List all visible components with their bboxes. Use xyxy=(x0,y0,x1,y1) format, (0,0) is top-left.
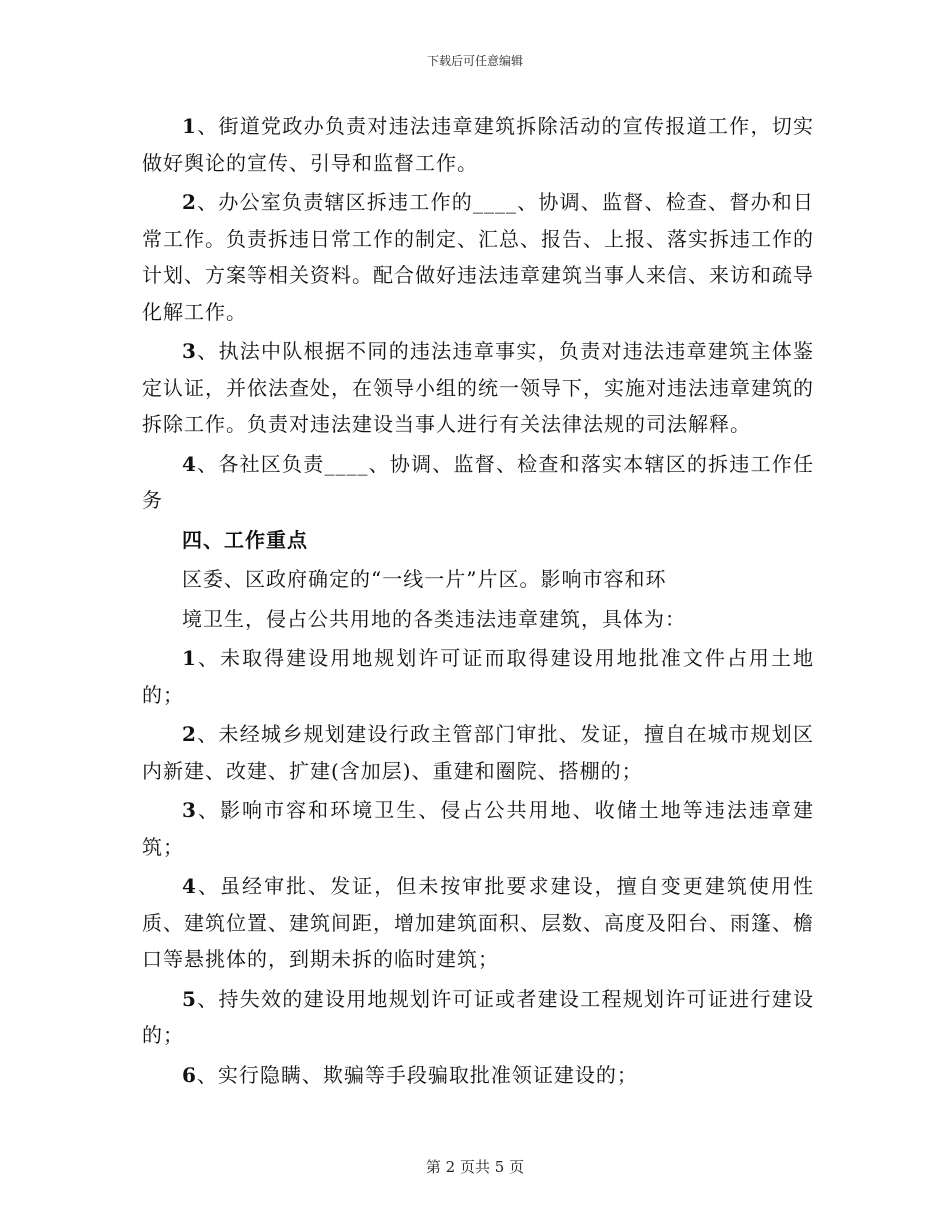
paragraph-text: 、影响市容和环境卫生、侵占公共用地、收储土地等违法违章建筑； xyxy=(142,798,814,859)
paragraph-text: 、实行隐瞒、欺骗等手段骗取批准领证建设的； xyxy=(196,1062,638,1087)
page-header: 下载后可任意编辑 xyxy=(426,54,523,68)
item-number: 5 xyxy=(182,986,197,1011)
paragraph-intro: 区委、区政府确定的“一线一片”片区。影响市容和环 xyxy=(182,567,667,591)
page-footer: 第 2 页共 5 页 xyxy=(425,1158,525,1176)
paragraph-text: 、未经城乡规划建设行政主管部门审批、发证，擅自在城市规划区内新建、改建、扩建(含加层)、重建和圈院、搭棚的； xyxy=(142,722,814,783)
item-number: 3 xyxy=(182,798,197,822)
paragraph-intro-cont: 境卫生，侵占公共用地的各类违法违章建筑，具体为： xyxy=(182,606,686,631)
paragraph-text: 、执法中队根据不同的违法违章事实，负责对违法违章建筑主体鉴定认证，并依法查处，在领导小组的统一领导下，实施对违法违章建筑的拆除工作。负责对违法建设当事人进行有关法律法规的司法解释。 xyxy=(142,339,814,436)
paragraph-text: 、街道党政办负责对违法违章建筑拆除活动的宣传报道工作，切实做好舆论的宣传、引导和监督工作。 xyxy=(142,114,814,175)
paragraph-item-2 xyxy=(142,716,814,789)
document-body xyxy=(142,108,814,1096)
item-number: 4 xyxy=(182,451,197,476)
paragraph-duty-3 xyxy=(142,333,814,443)
item-number: 3 xyxy=(182,339,197,363)
paragraph-duty-4 xyxy=(142,446,814,519)
paragraph-item-6 xyxy=(142,1057,814,1094)
item-number: 4 xyxy=(182,874,197,898)
paragraph-text: 、虽经审批、发证，但未按审批要求建设，擅自变更建筑使用性质、建筑位置、建筑间距，增加建筑面积、层数、高度及阳台、雨篷、檐口等悬挑体的，到期未拆的临时建筑； xyxy=(142,874,814,971)
paragraph-duty-1 xyxy=(142,108,814,181)
item-number: 2 xyxy=(182,722,197,746)
item-number: 6 xyxy=(182,1062,197,1087)
item-number: 2 xyxy=(182,190,197,214)
paragraph-text: 、持失效的建设用地规划许可证或者建设工程规划许可证进行建设的； xyxy=(142,986,814,1047)
paragraph-text: 、办公室负责辖区拆违工作的____、协调、监督、检查、督办和日常工作。负责拆违日常工作的制定、汇总、报告、上报、落实拆违工作的计划、方案等相关资料。配合做好违法违章建筑当事人来信、来访和疏导化解工作。 xyxy=(142,190,814,324)
paragraph-text: 、未取得建设用地规划许可证而取得建设用地批准文件占用土地的； xyxy=(142,646,814,707)
section-heading: 四、工作重点 xyxy=(182,527,308,552)
item-number: 1 xyxy=(182,114,197,138)
paragraph-item-1 xyxy=(142,640,814,713)
paragraph-item-3 xyxy=(142,792,814,865)
item-number: 1 xyxy=(182,646,197,670)
paragraph-item-5 xyxy=(142,981,814,1054)
paragraph-duty-2 xyxy=(142,184,814,330)
paragraph-item-4 xyxy=(142,868,814,978)
paragraph-text: 、各社区负责____、协调、监督、检查和落实本辖区的拆违工作任务 xyxy=(142,451,814,512)
